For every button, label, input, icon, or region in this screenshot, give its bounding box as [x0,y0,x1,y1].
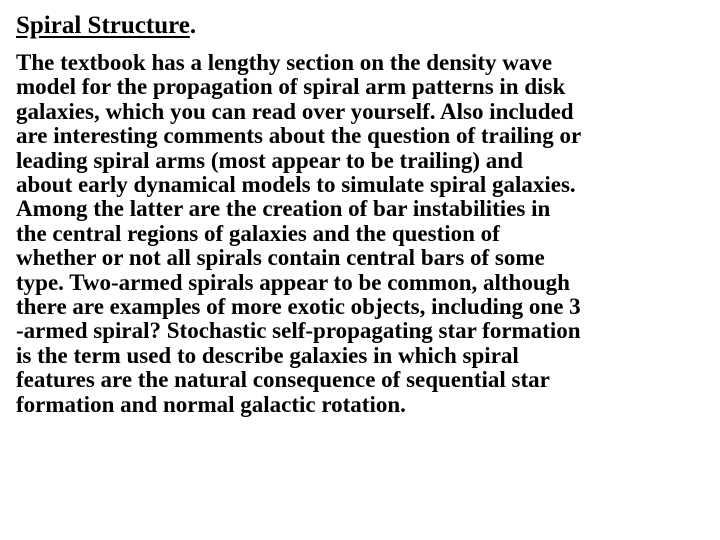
paragraph-line: galaxies, which you can read over yourself. Also included [16,98,574,124]
paragraph-line: leading spiral arms (most appear to be trailing) and [16,147,523,173]
paragraph-line: the central regions of galaxies and the question of [16,220,500,246]
paragraph-line: features are the natural consequence of sequential star [16,367,550,393]
paragraph-line: formation and normal galactic rotation. [16,391,406,417]
paragraph-line: is the term used to describe galaxies in which spiral [16,342,519,368]
paragraph-line: there are examples of more exotic objects, including one 3 [16,294,581,320]
section-title: Spiral Structure [16,12,190,39]
paragraph-line: model for the propagation of spiral arm patterns in disk [16,74,566,100]
paragraph-line: whether or not all spirals contain central bars of some [16,245,545,271]
paragraph-line: type. Two-armed spirals appear to be common, although [16,269,570,295]
paragraph-line: -armed spiral? Stochastic self-propagating star formation [16,318,581,344]
paragraph-line: are interesting comments about the question of trailing or [16,123,582,149]
paragraph-line: Among the latter are the creation of bar instabilities in [16,196,551,222]
paragraph-line: about early dynamical models to simulate spiral galaxies. [16,172,576,198]
body-paragraph [16,51,716,417]
section-heading [16,6,196,46]
paragraph-line: The textbook has a lengthy section on the density wave [16,50,553,75]
section-title-period: . [189,12,197,39]
